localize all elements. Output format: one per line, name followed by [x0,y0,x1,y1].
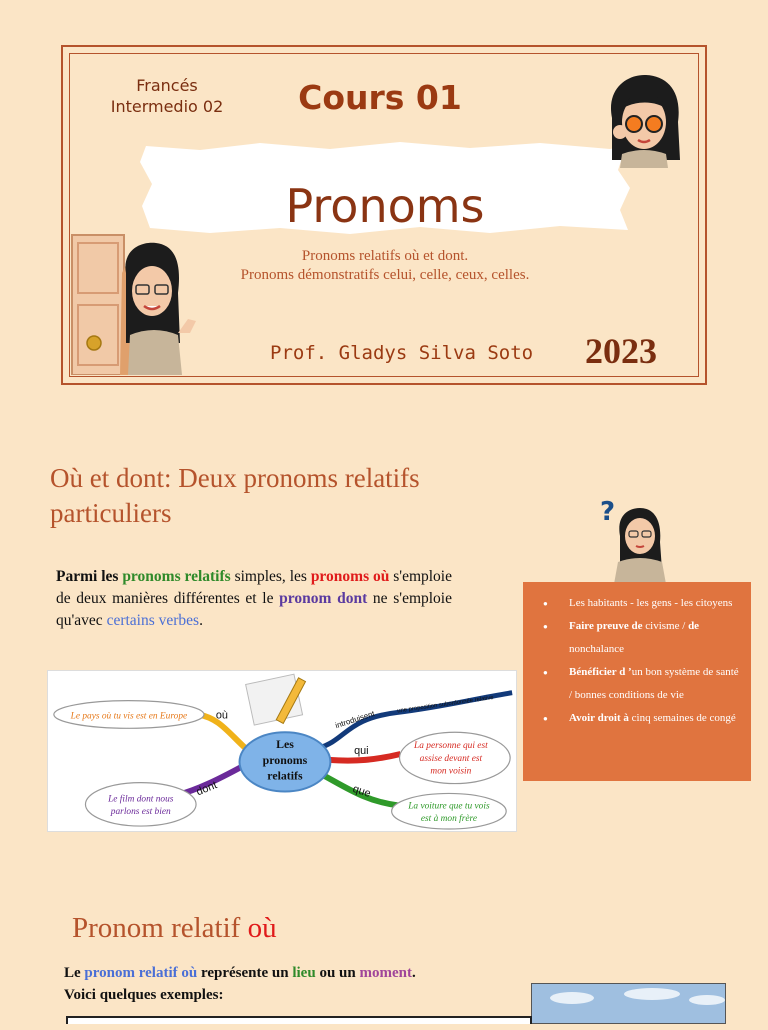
course-subject: Francés Intermedio 02 [110,76,224,116]
mindmap-example-ou: Le pays où tu vis est en Europe [70,711,188,722]
mindmap-label-introduisent: introduisent [334,709,376,731]
mindmap-label-dont: dont [194,779,219,799]
example-table-edge [66,1016,532,1024]
svg-text:?: ? [600,497,616,527]
mindmap-label-que: que [351,782,373,800]
teacher-avatar-door [70,233,200,375]
section-heading-ou-dont: Où et dont: Deux pronoms relatifs particuliers [50,463,420,528]
relative-pronouns-mindmap [47,670,517,832]
mindmap-label-proposition: une proposition subordonnée relative [396,694,495,715]
vocabulary-box [523,582,751,781]
mindmap-center-line: pronoms [262,752,308,767]
course-number: Cours 01 [298,78,462,117]
vocab-item: ● Faire preuve de civisme / de nonchalance [543,615,743,661]
mindmap-center-line: Les [276,737,294,752]
mindmap-example-dont: Le film dont nous [108,794,174,805]
vocab-item: ● Les habitants - les gens - les citoyens [543,592,743,615]
teacher-avatar-thinking [592,492,668,584]
intro-paragraph: Parmi les pronoms relatifs simples, les pronoms où s'emploie de deux manières différentes et le pronom dont ne s'emploie qu'avec certains verbes. [56,568,452,629]
vocab-item: ● Avoir droit à cinq semaines de congé [543,707,743,730]
mindmap-label-ou: où [215,709,228,722]
vocab-item: ● Bénéficier d ’un bon système de santé / bonnes conditions de vie [543,661,743,707]
page-title: Pronoms [285,179,485,233]
pronom-ou-paragraph: Le pronom relatif où représente un lieu ou un moment. Voici quelques exemples: [64,965,416,1003]
mindmap-example-qui: assise devant est [419,753,483,764]
mindmap-example-que: La voiture que tu vois [408,801,490,812]
section-heading-pronom-ou: Pronom relatif où [72,912,277,944]
year-label: 2023 [585,331,657,371]
mindmap-example-qui: La personne qui est [414,741,488,752]
mindmap-center-line: relatifs [267,768,303,783]
mindmap-label-qui: qui [354,744,369,757]
teacher-avatar-sunglasses [598,70,688,168]
mindmap-example-qui: mon voisin [430,766,472,777]
mindmap-example-que: est à mon frère [420,814,477,825]
mindmap-example-dont: parlons est bien [110,807,171,818]
card-subtitle: Pronoms relatifs où et dont. Pronoms démonstratifs celui, celle, ceux, celles. [240,248,530,283]
author-name: Prof. Gladys Silva Soto [270,342,534,364]
sky-image [531,983,726,1024]
